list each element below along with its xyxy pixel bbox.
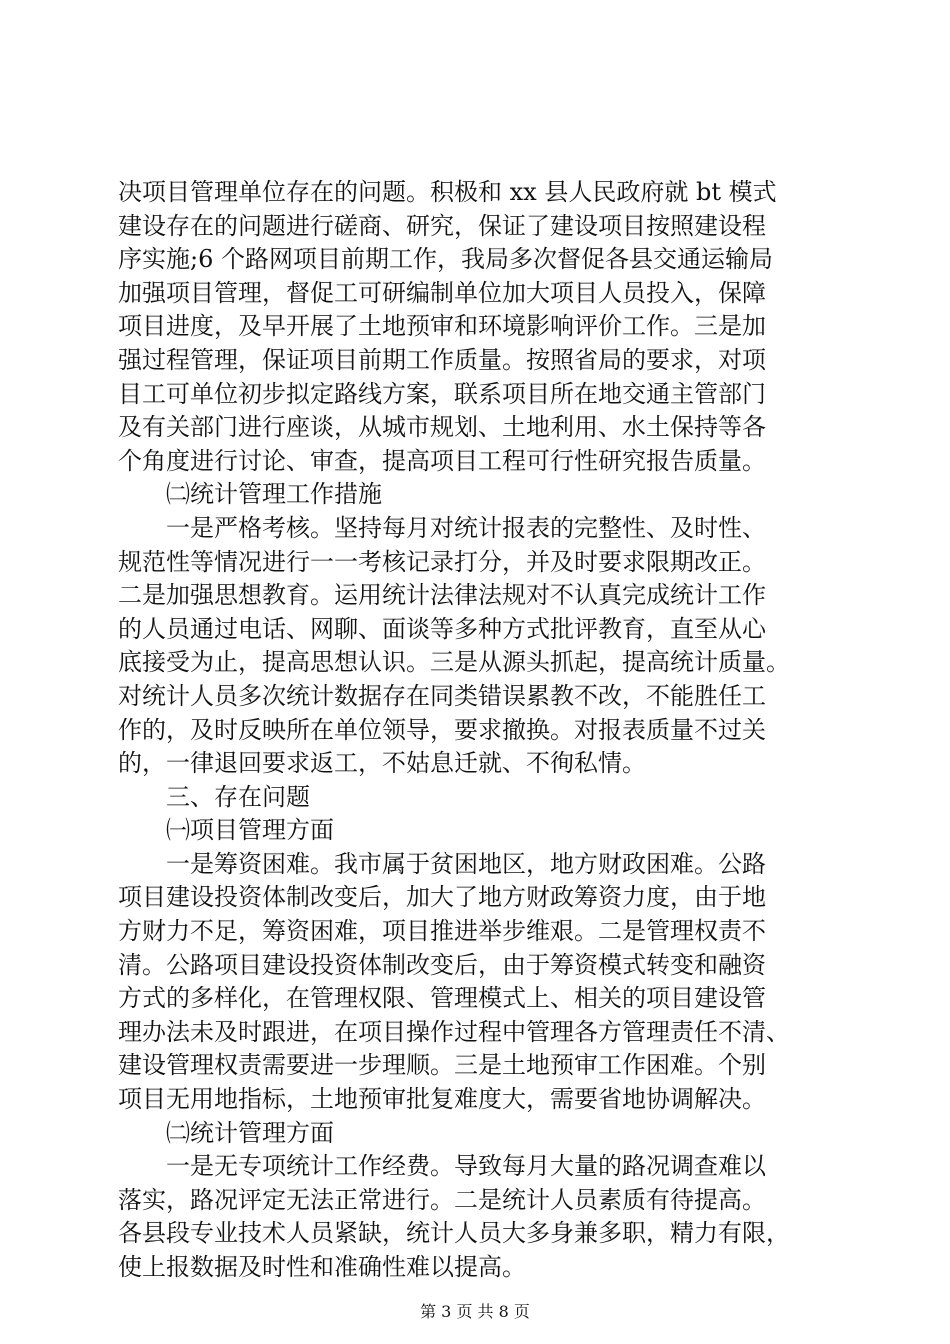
body-line: 规范性等情况进行一一考核记录打分，并及时要求限期改正。	[118, 547, 766, 576]
page-number-footer: 第 3 页 共 8 页	[420, 1302, 530, 1321]
body-line: 各县段专业技术人员紧缺，统计人员大多身兼多职，精力有限，	[118, 1219, 790, 1248]
section-heading: ㈡统计管理方面	[166, 1118, 334, 1147]
body-line: 序实施;6 个路网项目前期工作，我局多次督促各县交通运输局	[118, 245, 773, 274]
body-line: 项目建设投资体制改变后，加大了地方财政筹资力度，由于地	[118, 883, 766, 912]
section-heading: ㈡统计管理工作措施	[166, 480, 382, 509]
body-line: 方式的多样化，在管理权限、管理模式上、相关的项目建设管	[118, 984, 766, 1013]
body-line: 二是加强思想教育。运用统计法律法规对不认真完成统计工作	[118, 581, 766, 610]
body-line: 项目进度，及早开展了土地预审和环境影响评价工作。三是加	[118, 312, 766, 341]
body-line: 及有关部门进行座谈，从城市规划、土地利用、水土保持等各	[118, 413, 766, 442]
body-line: 落实，路况评定无法正常进行。二是统计人员素质有待提高。	[118, 1185, 766, 1214]
body-line: 使上报数据及时性和准确性难以提高。	[118, 1253, 526, 1281]
body-line: 清。公路项目建设投资体制改变后，由于筹资模式转变和融资	[118, 950, 766, 979]
section-heading: ㈠项目管理方面	[166, 816, 334, 845]
body-line: 的人员通过电话、网聊、面谈等多种方式批评教育，直至从心	[118, 614, 766, 643]
body-line: 建设存在的问题进行磋商、研究，保证了建设项目按照建设程	[118, 211, 766, 240]
body-line: 目工可单位初步拟定路线方案，联系项目所在地交通主管部门	[118, 379, 766, 408]
body-line: 加强项目管理，督促工可研编制单位加大项目人员投入，保障	[118, 278, 766, 307]
body-line: 个角度进行讨论、审查，提高项目工程可行性研究报告质量。	[118, 446, 766, 475]
body-line: 的，一律退回要求返工，不姑息迁就、不徇私情。	[118, 749, 646, 778]
body-line: 建设管理权责需要进一步理顺。三是土地预审工作困难。个别	[118, 1051, 766, 1080]
body-line: 理办法未及时跟进，在项目操作过程中管理各方管理责任不清、	[118, 1017, 790, 1046]
body-line: 对统计人员多次统计数据存在同类错误累教不改，不能胜任工	[118, 681, 766, 710]
body-line: 决项目管理单位存在的问题。积极和 xx 县人民政府就 bt 模式	[118, 178, 777, 206]
body-line: 项目无用地指标，土地预审批复难度大，需要省地协调解决。	[118, 1085, 766, 1114]
body-line: 方财力不足，筹资困难，项目推进举步维艰。二是管理权责不	[118, 917, 766, 946]
paragraph-first-line: 一是无专项统计工作经费。导致每月大量的路况调查难以	[166, 1152, 766, 1181]
section-heading: 三、存在问题	[166, 782, 310, 811]
paragraph-first-line: 一是严格考核。坚持每月对统计报表的完整性、及时性、	[166, 513, 766, 542]
body-line: 底接受为止，提高思想认识。三是从源头抓起，提高统计质量。	[118, 648, 790, 677]
document-body	[118, 176, 838, 1285]
body-line: 强过程管理，保证项目前期工作质量。按照省局的要求，对项	[118, 345, 766, 374]
body-line: 作的，及时反映所在单位领导，要求撤换。对报表质量不过关	[118, 715, 766, 744]
paragraph-first-line: 一是筹资困难。我市属于贫困地区，地方财政困难。公路	[166, 849, 766, 878]
